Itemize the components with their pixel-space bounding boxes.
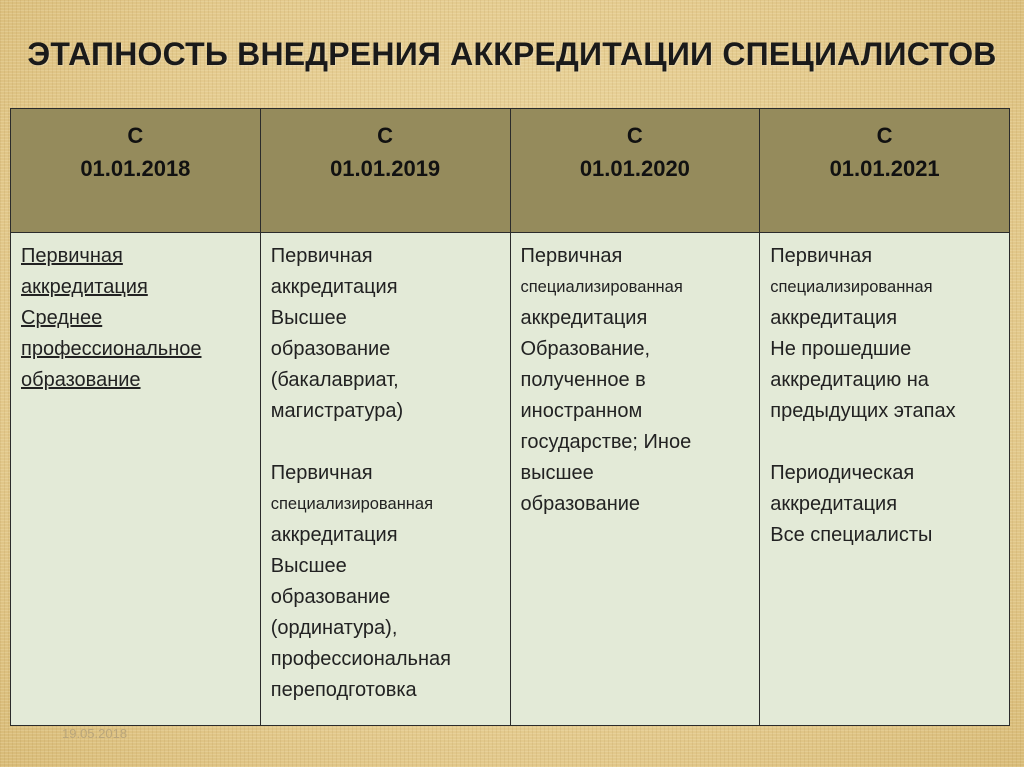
cell-line: Первичная bbox=[770, 245, 873, 267]
column-header-2021 bbox=[760, 109, 1010, 233]
cell-line: аккредитация bbox=[770, 493, 898, 515]
header-date: 01.01.2021 bbox=[829, 156, 940, 181]
cell-line: аккредитация bbox=[270, 276, 398, 298]
cell-line: Среднее bbox=[21, 307, 103, 329]
column-header-2020 bbox=[510, 109, 760, 233]
cell-line: специализированная bbox=[520, 278, 683, 296]
cell-line: магистратура) bbox=[270, 400, 404, 422]
header-prefix: С bbox=[626, 123, 643, 148]
cell-line: образование bbox=[270, 338, 391, 360]
cell-line: государстве; Иное bbox=[520, 431, 692, 453]
column-header-2019 bbox=[260, 109, 510, 233]
cell-2018 bbox=[11, 233, 261, 726]
cell-line: предыдущих этапах bbox=[770, 400, 956, 422]
cell-line: Первичная bbox=[21, 245, 123, 267]
cell-line: Первичная bbox=[270, 462, 373, 484]
cell-line: высшее bbox=[520, 462, 594, 484]
cell-2020 bbox=[510, 233, 760, 726]
cell-line: Периодическая bbox=[770, 462, 915, 484]
accreditation-stages-table bbox=[10, 108, 1010, 726]
header-date: 01.01.2020 bbox=[579, 156, 690, 181]
table-header-row bbox=[11, 109, 1010, 233]
cell-line: профессиональное bbox=[21, 338, 202, 360]
cell-line: аккредитация bbox=[270, 524, 398, 546]
cell-line: Высшее bbox=[270, 307, 347, 329]
cell-line: аккредитация bbox=[520, 307, 648, 329]
table-body-row bbox=[11, 233, 1010, 726]
cell-line: Все специалисты bbox=[770, 524, 933, 546]
cell-line: иностранном bbox=[520, 400, 643, 422]
cell-line: образование bbox=[21, 369, 141, 391]
cell-line: (бакалавриат, bbox=[270, 369, 399, 391]
cell-line: профессиональная bbox=[270, 648, 451, 670]
cell-line: переподготовка bbox=[270, 679, 417, 701]
cell-line: образование bbox=[270, 586, 391, 608]
cell-line: Образование, bbox=[520, 338, 651, 360]
cell-line: образование bbox=[520, 493, 641, 515]
cell-line: Не прошедшие bbox=[770, 338, 912, 360]
cell-line: аккредитация bbox=[770, 307, 898, 329]
cell-line: специализированная bbox=[770, 278, 933, 296]
header-prefix: С bbox=[127, 123, 144, 148]
cell-line: Высшее bbox=[270, 555, 347, 577]
footer-date: 19.05.2018 bbox=[62, 726, 128, 741]
column-header-2018 bbox=[11, 109, 261, 233]
cell-2019 bbox=[260, 233, 510, 726]
header-prefix: С bbox=[377, 123, 394, 148]
cell-line: аккредитация bbox=[21, 276, 148, 298]
spacer bbox=[770, 427, 1001, 458]
spacer bbox=[271, 427, 502, 458]
cell-line: Первичная bbox=[270, 245, 373, 267]
cell-2021 bbox=[760, 233, 1010, 726]
header-date: 01.01.2019 bbox=[330, 156, 441, 181]
cell-line: специализированная bbox=[270, 495, 434, 513]
header-prefix: С bbox=[876, 123, 893, 148]
header-date: 01.01.2018 bbox=[80, 156, 191, 181]
cell-line: (ординатура), bbox=[270, 617, 398, 639]
cell-line: Первичная bbox=[520, 245, 623, 267]
slide-title: ЭТАПНОСТЬ ВНЕДРЕНИЯ АККРЕДИТАЦИИ СПЕЦИАЛИСТОВ bbox=[27, 36, 997, 72]
cell-line: полученное в bbox=[520, 369, 646, 391]
cell-line: аккредитацию на bbox=[770, 369, 929, 391]
